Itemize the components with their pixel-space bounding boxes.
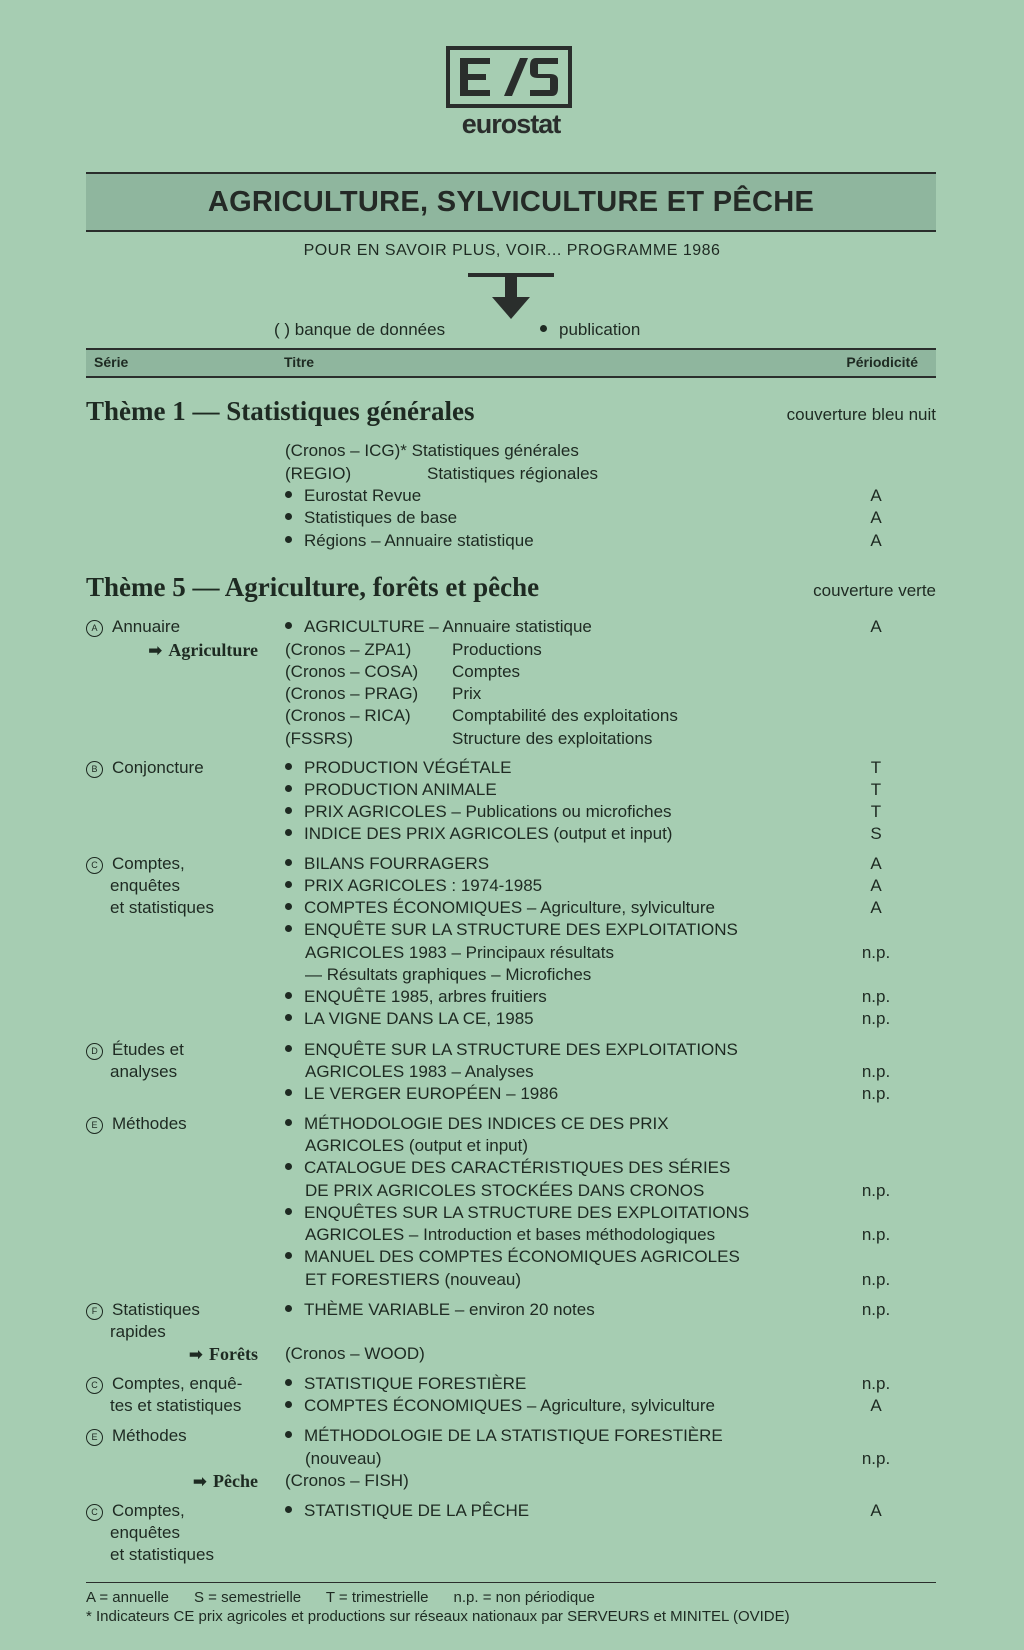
bullet-icon bbox=[540, 325, 547, 332]
periodicity: A bbox=[870, 486, 882, 505]
list-item-cont: AGRICOLES 1983 – Analyses bbox=[305, 1062, 534, 1081]
periodicity: T bbox=[870, 780, 882, 799]
list-item-cont: — Résultats graphiques – Microfiches bbox=[305, 965, 592, 984]
list-item: CATALOGUE DES CARACTÉRISTIQUES DES SÉRIES bbox=[285, 1158, 730, 1178]
list-item-cont: (nouveau) bbox=[305, 1449, 382, 1468]
series-methodes: E Méthodes bbox=[86, 1114, 187, 1134]
column-header bbox=[86, 348, 936, 378]
periodicity: A bbox=[870, 876, 882, 895]
list-item-cont: AGRICOLES 1983 – Principaux résultats bbox=[305, 943, 614, 962]
periodicity: n.p. bbox=[861, 1084, 891, 1103]
list-item: Statistiques de base bbox=[285, 508, 457, 528]
series-comptes-line: et statistiques bbox=[110, 898, 214, 917]
list-item: PRIX AGRICOLES – Publications ou microfiches bbox=[285, 802, 672, 822]
arrow-right-icon: ➡ bbox=[188, 1345, 204, 1365]
list-item-title: Prix bbox=[452, 684, 482, 703]
periodicity: n.p. bbox=[861, 1181, 891, 1200]
legend-database: ( ) banque de données bbox=[274, 320, 446, 339]
eurostat-logo-icon bbox=[446, 46, 572, 108]
series-methodes-forets: E Méthodes bbox=[86, 1426, 187, 1446]
series-etudes: D Études et bbox=[86, 1040, 184, 1060]
list-item-code: (Cronos – WOOD) bbox=[285, 1344, 425, 1363]
list-item: ENQUÊTES SUR LA STRUCTURE DES EXPLOITATIONS bbox=[285, 1203, 749, 1223]
periodicity: n.p. bbox=[861, 1270, 891, 1289]
periodicity: A bbox=[870, 1501, 882, 1520]
series-comptes-forets: C Comptes, enquê- bbox=[86, 1374, 242, 1394]
list-item-title: Comptabilité des exploitations bbox=[452, 706, 678, 725]
list-item: LA VIGNE DANS LA CE, 1985 bbox=[285, 1009, 534, 1029]
theme-5-cover: couverture verte bbox=[813, 581, 936, 600]
periodicity: n.p. bbox=[861, 1009, 891, 1028]
list-item-code: (Cronos – FISH) bbox=[285, 1471, 409, 1490]
down-arrow-icon bbox=[468, 273, 554, 319]
periodicity: A bbox=[870, 617, 882, 636]
periodicity: n.p. bbox=[861, 1225, 891, 1244]
list-item: AGRICULTURE – Annuaire statistique bbox=[285, 617, 592, 637]
list-item: COMPTES ÉCONOMIQUES – Agriculture, sylviculture bbox=[285, 898, 715, 918]
list-item-title: Productions bbox=[452, 640, 542, 659]
periodicity: S bbox=[870, 824, 882, 843]
list-item: STATISTIQUE DE LA PÊCHE bbox=[285, 1501, 529, 1521]
footer-note: * Indicateurs CE prix agricoles et productions sur réseaux nationaux par SERVEURS et MINITEL (OVIDE) bbox=[86, 1608, 790, 1625]
list-item: ENQUÊTE 1985, arbres fruitiers bbox=[285, 987, 547, 1007]
periodicity: A bbox=[870, 854, 882, 873]
list-item: COMPTES ÉCONOMIQUES – Agriculture, sylviculture bbox=[285, 1396, 715, 1416]
periodicity: n.p. bbox=[861, 1300, 891, 1319]
list-item-code: (Cronos – ZPA1) bbox=[285, 640, 412, 659]
series-rapides-line: rapides bbox=[110, 1322, 166, 1341]
section-forets: ➡ Forêts bbox=[188, 1344, 258, 1365]
list-item-cont: AGRICOLES (output et input) bbox=[305, 1136, 528, 1155]
list-item-code: (Cronos – COSA) bbox=[285, 662, 419, 681]
document-title: AGRICULTURE, SYLVICULTURE ET PÊCHE bbox=[86, 172, 936, 232]
list-item-cont: AGRICOLES – Introduction et bases méthodologiques bbox=[305, 1225, 716, 1244]
list-item-code: (Cronos – PRAG) bbox=[285, 684, 419, 703]
series-comptes-line: enquêtes bbox=[110, 876, 180, 895]
column-serie: Série bbox=[94, 354, 129, 370]
eurostat-logo bbox=[446, 46, 576, 140]
series-comptes-forets-line: tes et statistiques bbox=[110, 1396, 242, 1415]
list-item-title: Structure des exploitations bbox=[452, 729, 653, 748]
series-conjoncture: B Conjoncture bbox=[86, 758, 204, 778]
periodicity: n.p. bbox=[861, 1374, 891, 1393]
series-comptes: C Comptes, bbox=[86, 854, 185, 874]
section-peche: ➡ Pêche bbox=[192, 1471, 258, 1492]
list-item: MÉTHODOLOGIE DES INDICES CE DES PRIX bbox=[285, 1114, 669, 1134]
periodicity: A bbox=[870, 508, 882, 527]
document-subtitle: POUR EN SAVOIR PLUS, VOIR... PROGRAMME 1986 bbox=[303, 242, 721, 259]
list-item: PRIX AGRICOLES : 1974-1985 bbox=[285, 876, 542, 896]
list-item-code: (FSSRS) bbox=[285, 729, 353, 748]
list-item: THÈME VARIABLE – environ 20 notes bbox=[285, 1300, 595, 1320]
periodicity: n.p. bbox=[861, 943, 891, 962]
list-item: MÉTHODOLOGIE DE LA STATISTIQUE FORESTIÈRE bbox=[285, 1426, 723, 1446]
series-comptes-peche-line: et statistiques bbox=[110, 1545, 214, 1564]
periodicity: A bbox=[870, 531, 882, 550]
periodicity: n.p. bbox=[861, 987, 891, 1006]
section-agriculture: ➡ Agriculture bbox=[148, 640, 258, 661]
list-item: Régions – Annuaire statistique bbox=[285, 531, 534, 551]
list-item-code: (Cronos – RICA) bbox=[285, 706, 411, 725]
footer-legend: A = annuelle S = semestrielle T = trimestrielle n.p. = non périodique bbox=[86, 1589, 595, 1606]
column-titre: Titre bbox=[284, 354, 315, 370]
periodicity: A bbox=[870, 898, 882, 917]
list-item: (REGIO) bbox=[285, 464, 352, 483]
list-item: (Cronos – ICG)* Statistiques générales bbox=[285, 441, 579, 460]
list-item: BILANS FOURRAGERS bbox=[285, 854, 489, 874]
arrow-right-icon: ➡ bbox=[192, 1472, 208, 1492]
list-item: ENQUÊTE SUR LA STRUCTURE DES EXPLOITATIONS bbox=[285, 920, 738, 940]
periodicity: T bbox=[870, 802, 882, 821]
theme-1-heading: Thème 1 — Statistiques générales bbox=[86, 396, 475, 426]
column-periodicite: Périodicité bbox=[846, 354, 918, 370]
legend-publication: publication bbox=[540, 320, 640, 340]
list-item-title: Statistiques régionales bbox=[427, 464, 599, 483]
list-item: MANUEL DES COMPTES ÉCONOMIQUES AGRICOLES bbox=[285, 1247, 740, 1267]
series-etudes-line: analyses bbox=[110, 1062, 178, 1081]
list-item: LE VERGER EUROPÉEN – 1986 bbox=[285, 1084, 558, 1104]
theme-5-heading: Thème 5 — Agriculture, forêts et pêche bbox=[86, 572, 540, 602]
series-rapides: F Statistiques bbox=[86, 1300, 200, 1320]
series-comptes-peche: C Comptes, bbox=[86, 1501, 185, 1521]
periodicity: n.p. bbox=[861, 1449, 891, 1468]
theme-1-cover: couverture bleu nuit bbox=[786, 405, 936, 424]
list-item: Eurostat Revue bbox=[285, 486, 421, 506]
list-item: INDICE DES PRIX AGRICOLES (output et input) bbox=[285, 824, 672, 844]
periodicity: n.p. bbox=[861, 1062, 891, 1081]
arrow-right-icon: ➡ bbox=[148, 641, 163, 661]
list-item-cont: ET FORESTIERS (nouveau) bbox=[305, 1270, 522, 1289]
series-comptes-peche-line: enquêtes bbox=[110, 1523, 180, 1542]
list-item: PRODUCTION ANIMALE bbox=[285, 780, 497, 800]
periodicity: A bbox=[870, 1396, 882, 1415]
list-item-title: Comptes bbox=[452, 662, 521, 681]
series-annuaire: A Annuaire bbox=[86, 617, 180, 637]
logo-wordmark: eurostat bbox=[461, 109, 561, 139]
periodicity: T bbox=[870, 758, 882, 777]
list-item: ENQUÊTE SUR LA STRUCTURE DES EXPLOITATIONS bbox=[285, 1040, 738, 1060]
list-item: STATISTIQUE FORESTIÈRE bbox=[285, 1374, 526, 1394]
footer-divider bbox=[86, 1582, 936, 1583]
list-item: PRODUCTION VÉGÉTALE bbox=[285, 758, 512, 778]
list-item-cont: DE PRIX AGRICOLES STOCKÉES DANS CRONOS bbox=[305, 1181, 705, 1200]
